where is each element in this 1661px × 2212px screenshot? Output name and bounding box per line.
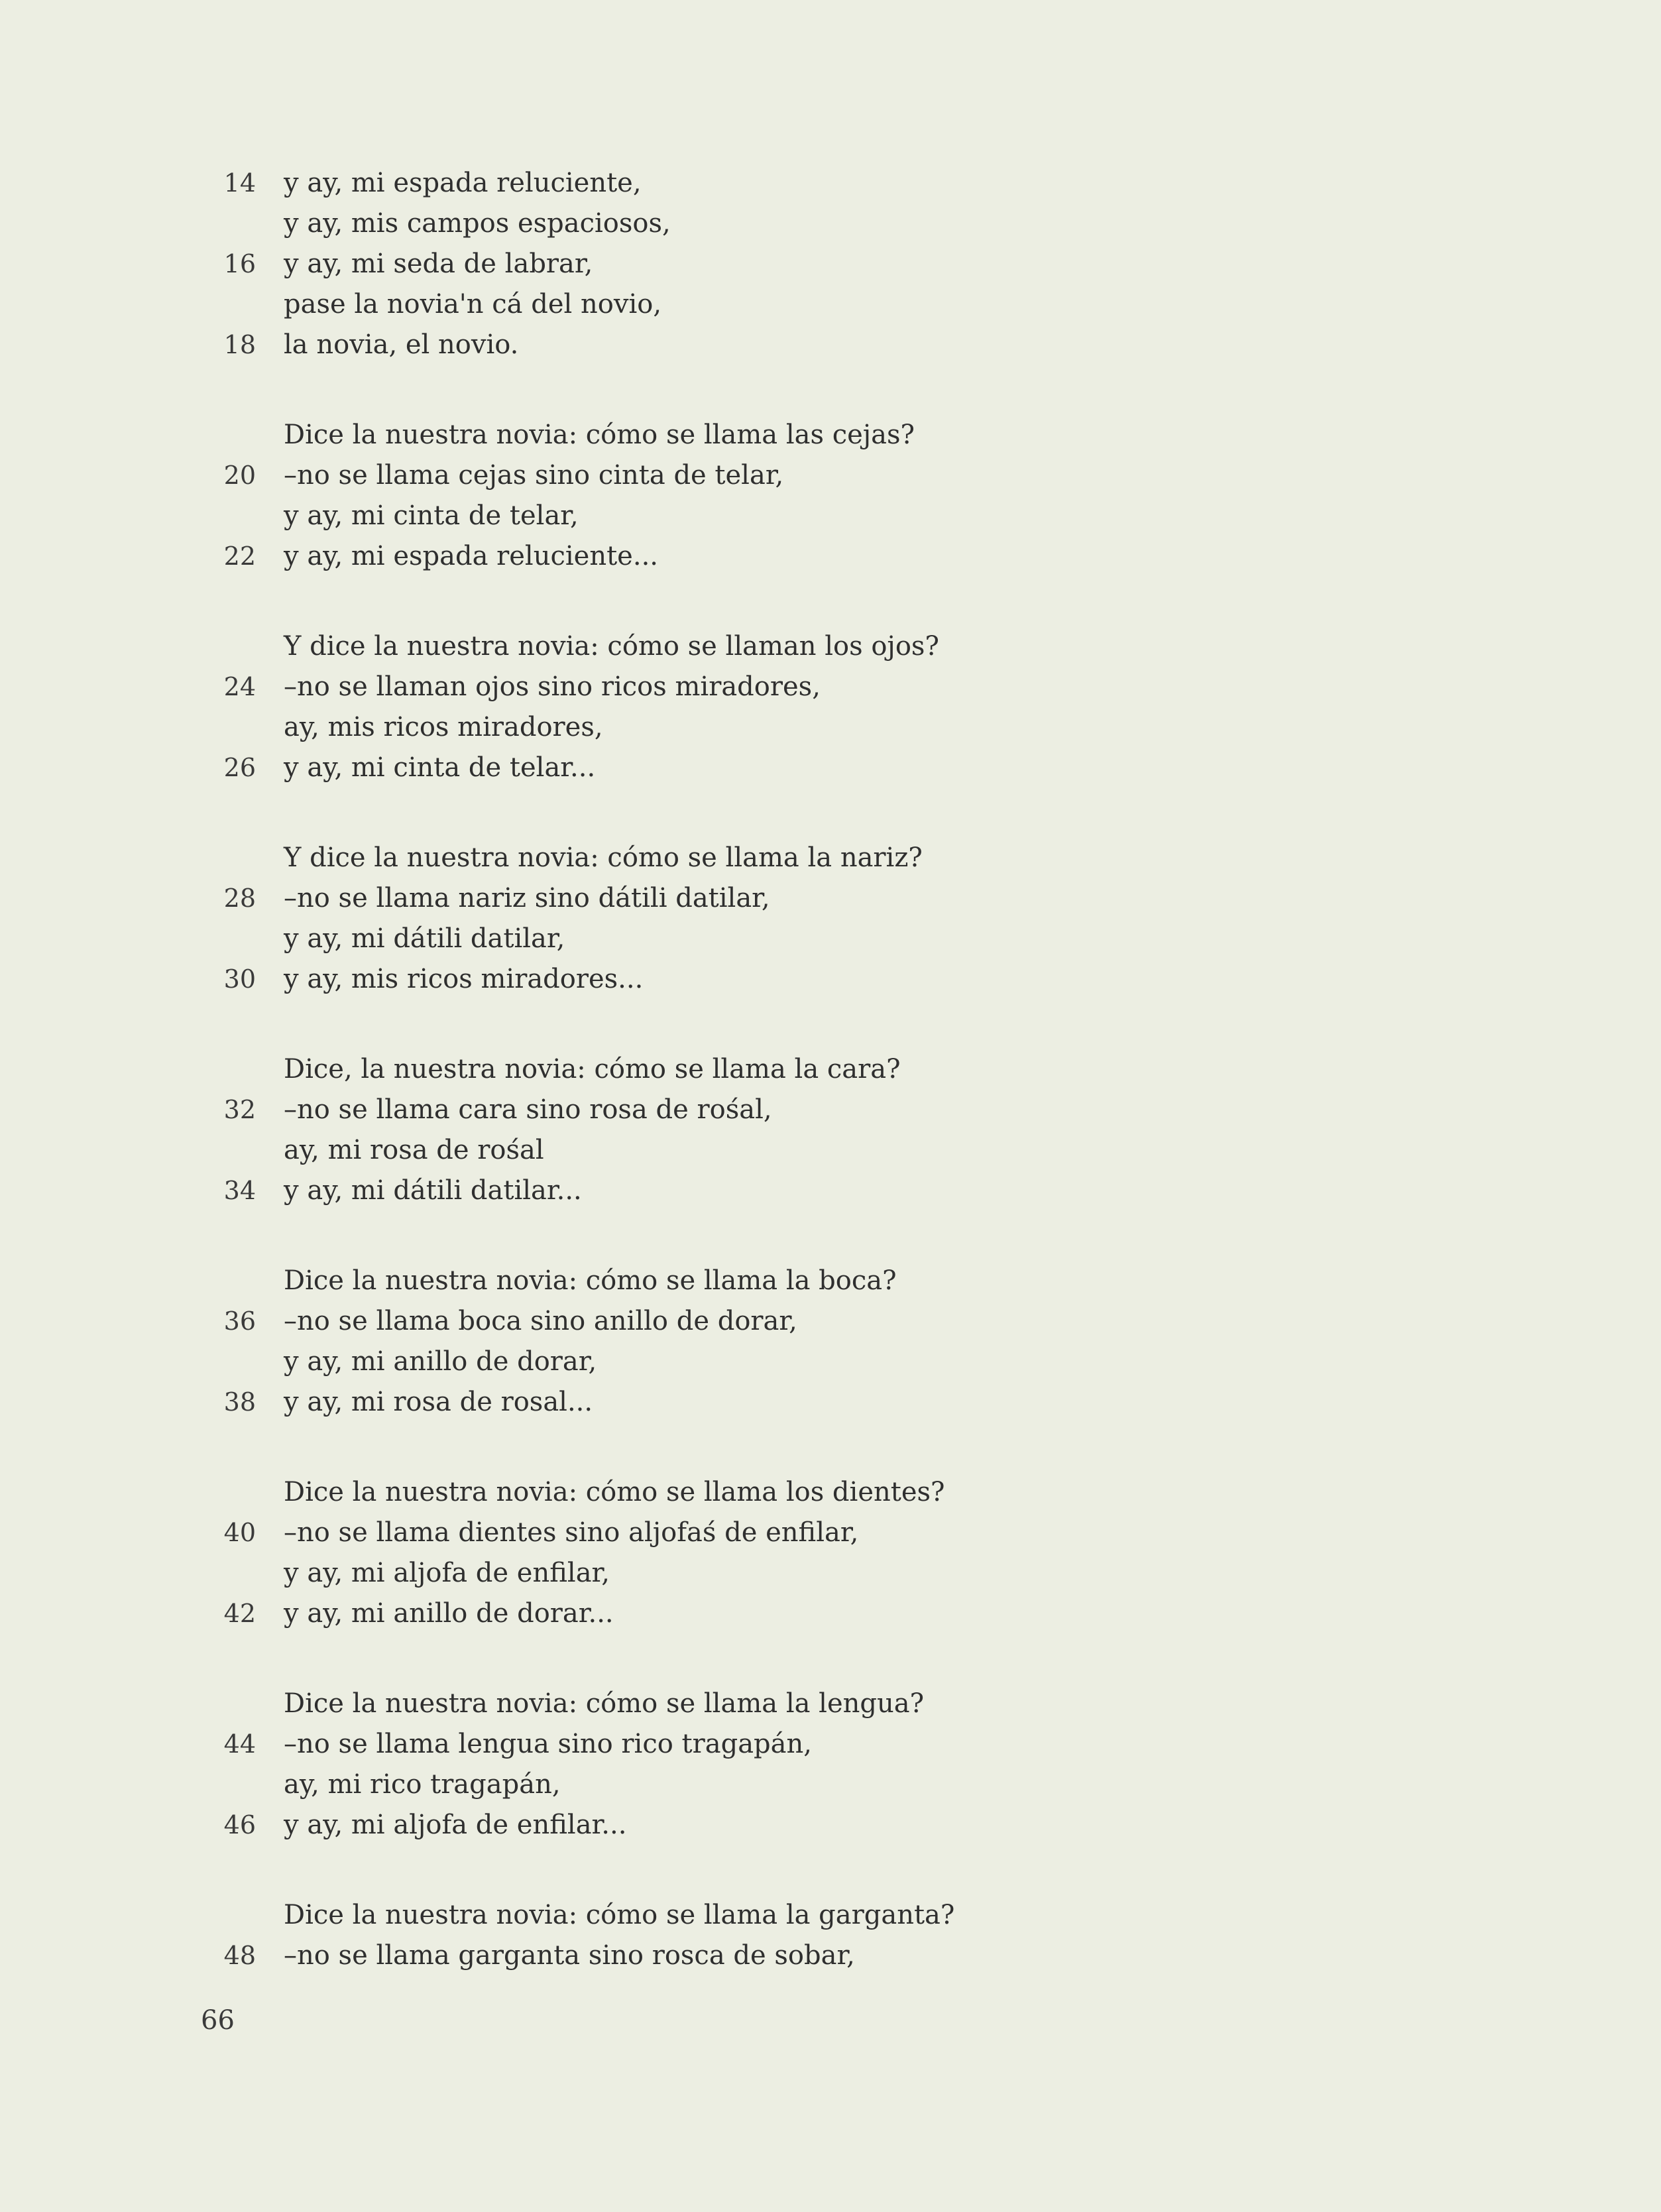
verse-text: –no se llama nariz sino dátili datilar, [284,883,770,913]
stanza [179,838,1438,1000]
line-number: 44 [223,1729,256,1759]
verse-line [179,1684,1438,1724]
verse-line [179,1130,1438,1171]
line-number: 30 [223,964,256,994]
line-number: 24 [223,672,256,701]
verse-line [179,455,1438,496]
verse-line [179,1594,1438,1634]
verse-text: Dice la nuestra novia: cómo se llama los dientes? [284,1477,945,1507]
verse-line [179,204,1438,244]
verse-line [179,1895,1438,1936]
verse-text: ay, mis ricos miradores, [284,712,603,742]
stanza [179,1261,1438,1423]
verse-text: Dice la nuestra novia: cómo se llama la lengua? [284,1688,925,1719]
stanza [179,1895,1438,1976]
verse-line [179,959,1438,1000]
verse-text: y ay, mi anillo de dorar... [284,1598,614,1629]
verse-line [179,1049,1438,1090]
stanza [179,1684,1438,1845]
verse-line [179,1805,1438,1845]
line-number: 22 [223,542,256,571]
verse-line [179,325,1438,365]
stanza [179,163,1438,365]
verse-text: y ay, mi anillo de dorar, [284,1346,597,1377]
verse-line [179,1553,1438,1594]
verse-line [179,536,1438,577]
line-number: 20 [223,461,256,490]
verse-line [179,1301,1438,1342]
verse-text: y ay, mi aljofa de enfilar... [284,1810,627,1840]
verse-line [179,163,1438,204]
line-number: 46 [223,1810,256,1839]
verse-text: y ay, mi rosa de rosal... [284,1387,593,1417]
verse-line [179,1261,1438,1301]
stanza [179,626,1438,788]
verse-text: ay, mi rosa de rośal [284,1135,544,1165]
page-number: 66 [201,2005,235,2036]
verse-line [179,415,1438,455]
verse-line [179,1513,1438,1553]
line-number: 34 [223,1176,256,1205]
verse-text: y ay, mi espada reluciente, [284,168,642,198]
line-number: 28 [223,884,256,913]
verse-text: Y dice la nuestra novia: cómo se llaman los ojos? [284,631,939,662]
line-number: 32 [223,1095,256,1124]
line-number: 36 [223,1307,256,1336]
verse-line [179,919,1438,959]
verse-line [179,1472,1438,1513]
verse-line [179,748,1438,788]
line-number: 48 [223,1941,256,1970]
verse-text: Dice la nuestra novia: cómo se llama la boca? [284,1265,897,1296]
poem-body [179,163,1438,2026]
verse-text: –no se llama cejas sino cinta de telar, [284,460,784,491]
verse-text: –no se llama dientes sino aljofaś de enfilar, [284,1517,859,1548]
verse-line [179,1724,1438,1765]
verse-line [179,284,1438,325]
verse-text: –no se llama lengua sino rico tragapán, [284,1729,812,1759]
line-number: 14 [223,168,256,198]
verse-line [179,667,1438,707]
line-number: 38 [223,1387,256,1417]
verse-line [179,1090,1438,1130]
stanza [179,1049,1438,1211]
verse-line [179,1171,1438,1211]
verse-text: y ay, mi espada reluciente... [284,541,658,571]
verse-line [179,838,1438,878]
verse-text: y ay, mis campos espaciosos, [284,208,671,239]
verse-line [179,496,1438,536]
verse-line [179,1936,1438,1976]
verse-text: Dice, la nuestra novia: cómo se llama la cara? [284,1054,901,1084]
verse-text: –no se llaman ojos sino ricos miradores, [284,671,821,702]
line-number: 42 [223,1599,256,1628]
stanza [179,1472,1438,1634]
verse-line [179,1382,1438,1423]
verse-line [179,626,1438,667]
line-number: 18 [223,330,256,359]
verse-line [179,1342,1438,1382]
verse-line [179,878,1438,919]
stanza [179,415,1438,577]
verse-text: Dice la nuestra novia: cómo se llama las cejas? [284,420,915,450]
verse-text: y ay, mi dátili datilar, [284,923,565,954]
verse-text: y ay, mis ricos miradores... [284,964,644,994]
verse-text: –no se llama cara sino rosa de rośal, [284,1094,772,1125]
verse-text: y ay, mi dátili datilar... [284,1175,582,1206]
verse-text: pase la novia'n cá del novio, [284,289,662,320]
verse-text: la novia, el novio. [284,329,519,360]
verse-text: y ay, mi cinta de telar, [284,500,579,531]
verse-text: –no se llama garganta sino rosca de sobar, [284,1940,855,1971]
verse-text: y ay, mi seda de labrar, [284,249,593,279]
verse-text: Dice la nuestra novia: cómo se llama la garganta? [284,1900,955,1930]
verse-line [179,707,1438,748]
verse-line [179,1765,1438,1805]
line-number: 26 [223,753,256,782]
verse-line [179,244,1438,284]
verse-text: ay, mi rico tragapán, [284,1769,561,1800]
verse-text: y ay, mi aljofa de enfilar, [284,1558,610,1588]
verse-text: Y dice la nuestra novia: cómo se llama la nariz? [284,843,923,873]
line-number: 16 [223,249,256,278]
verse-text: y ay, mi cinta de telar... [284,752,596,783]
verse-text: –no se llama boca sino anillo de dorar, [284,1306,797,1336]
line-number: 40 [223,1518,256,1547]
